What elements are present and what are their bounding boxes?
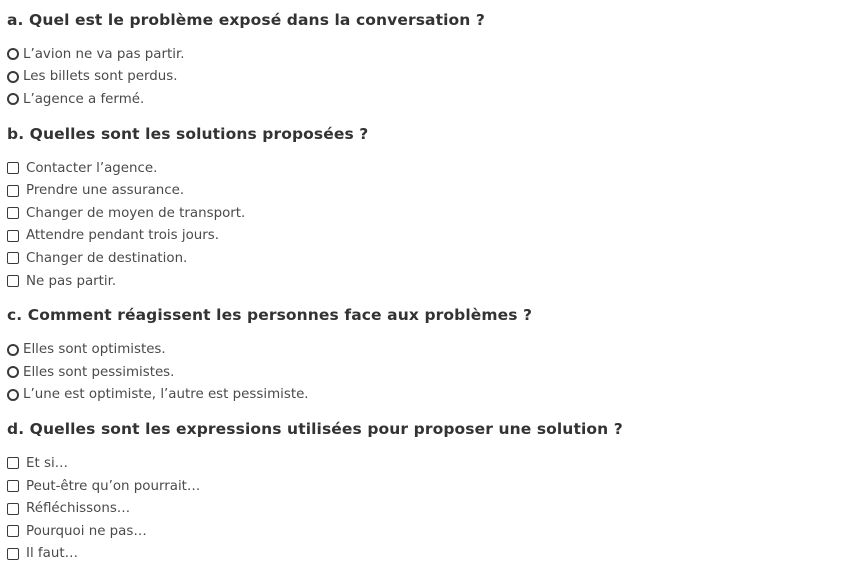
radio-circle-icon[interactable]: [7, 389, 19, 401]
checkbox-square-icon[interactable]: [7, 457, 19, 469]
option-label: Contacter l’agence.: [26, 160, 158, 176]
question-d: [7, 419, 848, 565]
checkbox-square-icon[interactable]: [7, 275, 19, 287]
question-a: [7, 10, 848, 111]
question-title: b. Quelles sont les solutions proposées ?: [7, 124, 369, 143]
radio-option[interactable]: [7, 338, 848, 361]
option-label: L’une est optimiste, l’autre est pessimiste.: [23, 387, 309, 403]
question-title: d. Quelles sont les expressions utilisées pour proposer une solution ?: [7, 420, 623, 439]
option-label: Changer de destination.: [26, 250, 188, 266]
radio-circle-icon[interactable]: [7, 48, 19, 60]
checkbox-option[interactable]: [7, 520, 848, 543]
checkbox-square-icon[interactable]: [7, 525, 19, 537]
checkbox-option[interactable]: [7, 270, 848, 293]
checkbox-square-icon[interactable]: [7, 480, 19, 492]
option-label: Il faut…: [26, 546, 78, 562]
radio-circle-icon[interactable]: [7, 344, 19, 356]
radio-option[interactable]: [7, 43, 848, 66]
option-label: Attendre pendant trois jours.: [26, 228, 220, 244]
question-b: [7, 124, 848, 293]
option-label: Changer de moyen de transport.: [26, 205, 246, 221]
checkbox-option-list: [7, 157, 848, 293]
question-c: [7, 305, 848, 406]
radio-option[interactable]: [7, 88, 848, 111]
checkbox-option[interactable]: [7, 475, 848, 498]
checkbox-square-icon[interactable]: [7, 548, 19, 560]
checkbox-square-icon[interactable]: [7, 185, 19, 197]
checkbox-option[interactable]: [7, 247, 848, 270]
option-label: Les billets sont perdus.: [23, 69, 178, 85]
question-title: c. Comment réagissent les personnes face aux problèmes ?: [7, 306, 533, 325]
option-label: Prendre une assurance.: [26, 183, 185, 199]
checkbox-option-list: [7, 452, 848, 565]
option-label: Ne pas partir.: [26, 273, 117, 289]
option-label: Peut-être qu’on pourrait…: [26, 478, 201, 494]
option-label: L’avion ne va pas partir.: [23, 46, 185, 62]
option-label: Elles sont pessimistes.: [23, 364, 175, 380]
checkbox-option[interactable]: [7, 497, 848, 520]
radio-circle-icon[interactable]: [7, 71, 19, 83]
checkbox-option[interactable]: [7, 157, 848, 180]
checkbox-square-icon[interactable]: [7, 230, 19, 242]
radio-option[interactable]: [7, 361, 848, 384]
option-label: L’agence a fermé.: [23, 91, 145, 107]
checkbox-square-icon[interactable]: [7, 252, 19, 264]
option-label: Elles sont optimistes.: [23, 342, 166, 358]
checkbox-option[interactable]: [7, 225, 848, 248]
checkbox-square-icon[interactable]: [7, 207, 19, 219]
option-label: Et si…: [26, 455, 69, 471]
radio-option[interactable]: [7, 66, 848, 89]
radio-circle-icon[interactable]: [7, 366, 19, 378]
checkbox-square-icon[interactable]: [7, 162, 19, 174]
option-label: Réfléchissons…: [26, 501, 131, 517]
radio-option-list: [7, 338, 848, 406]
radio-option[interactable]: [7, 384, 848, 407]
checkbox-option[interactable]: [7, 543, 848, 566]
question-title: a. Quel est le problème exposé dans la conversation ?: [7, 11, 485, 29]
checkbox-square-icon[interactable]: [7, 503, 19, 515]
radio-option-list: [7, 43, 848, 111]
option-label: Pourquoi ne pas…: [26, 523, 147, 539]
checkbox-option[interactable]: [7, 202, 848, 225]
radio-circle-icon[interactable]: [7, 93, 19, 105]
checkbox-option[interactable]: [7, 452, 848, 475]
checkbox-option[interactable]: [7, 179, 848, 202]
